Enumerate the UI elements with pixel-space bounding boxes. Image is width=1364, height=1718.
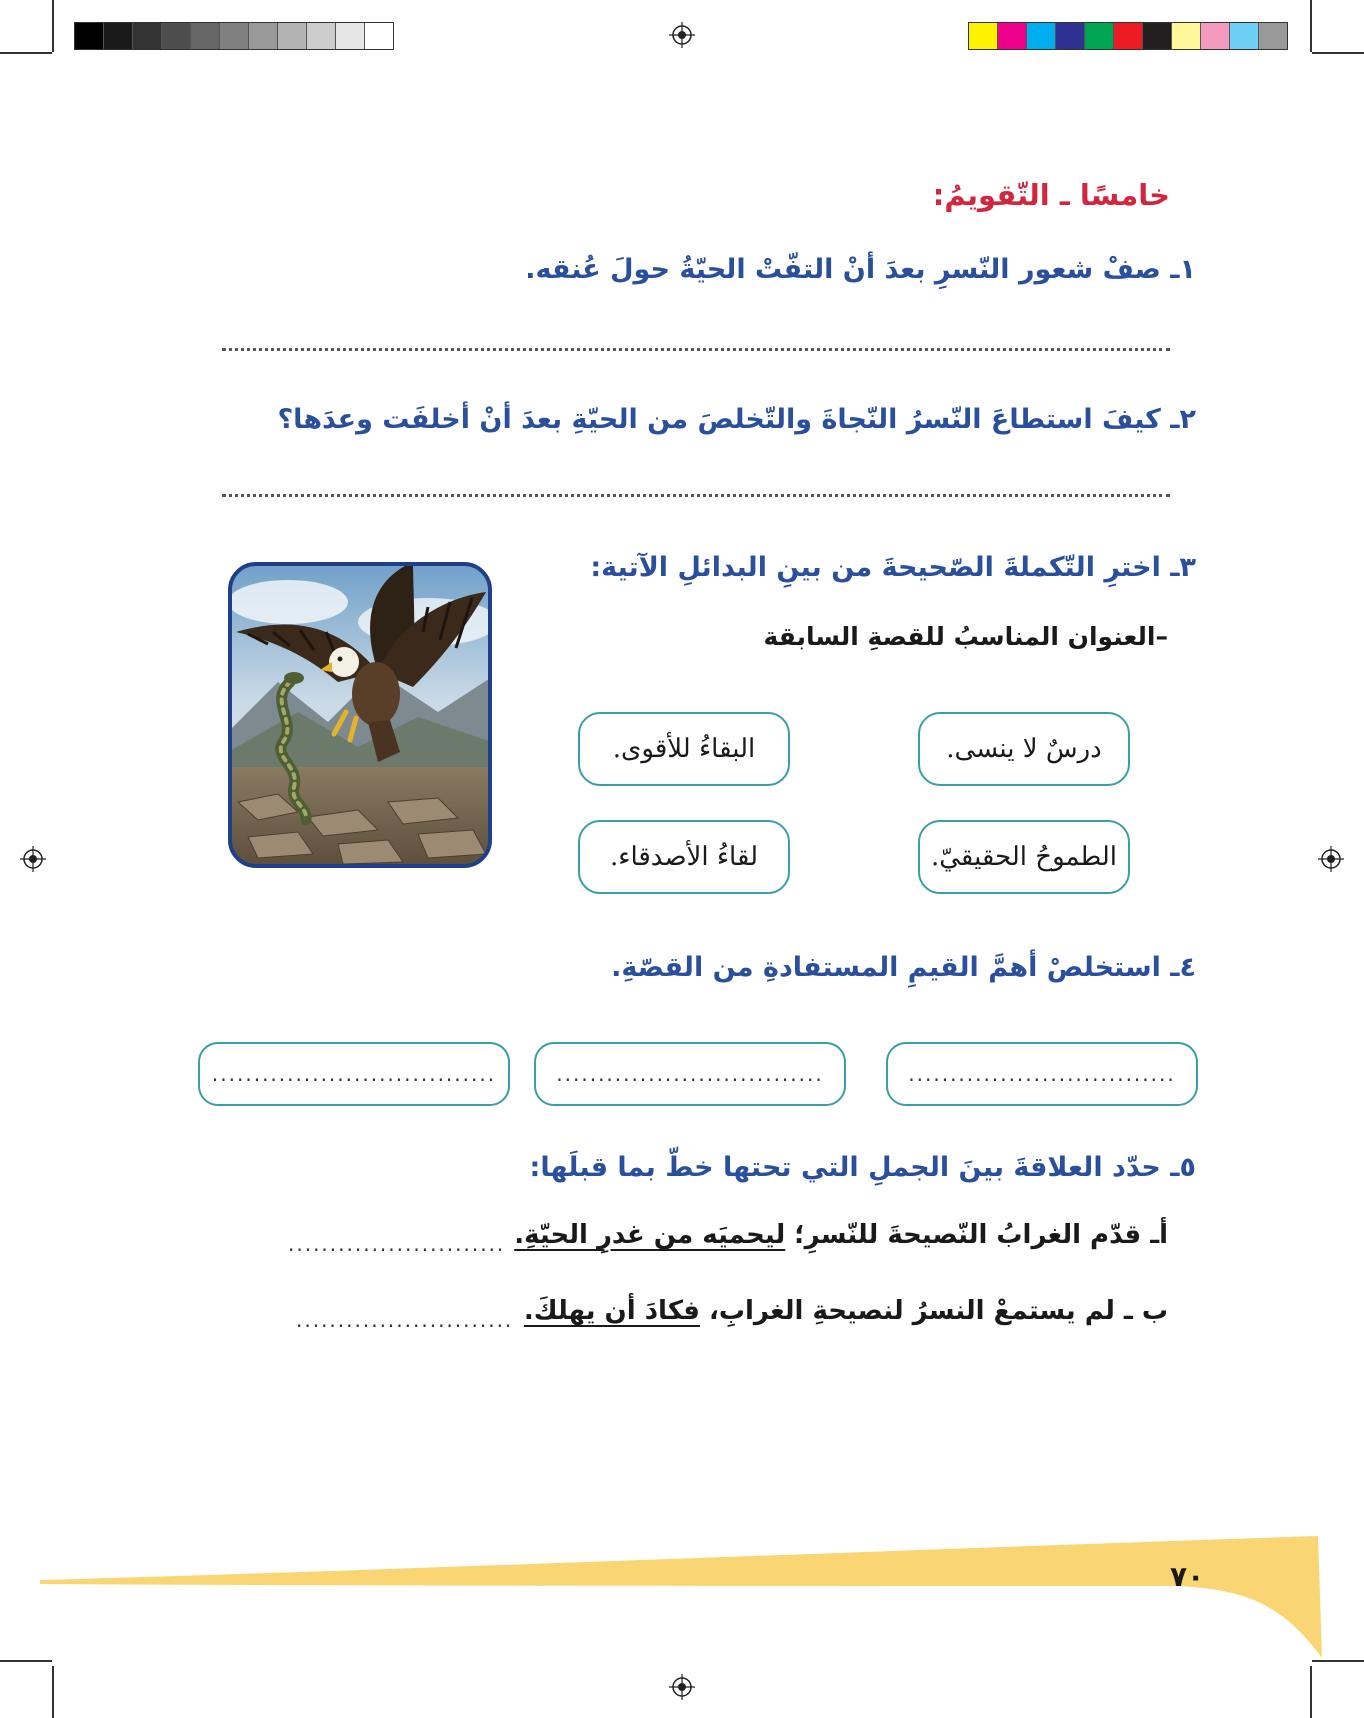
crop-mark: [52, 1666, 54, 1718]
choice-option-4[interactable]: لقاءُ الأصدقاء.: [578, 820, 790, 894]
question-2: ٢ـ كيفَ استطاعَ النّسرُ النّجاةَ والتّخلصَ من الحيّةِ بعدَ أنْ أخلفَت وعدَها؟: [277, 404, 1196, 435]
page-number: ٧٠: [1170, 1560, 1205, 1593]
relation-answer-a[interactable]: ..........................: [288, 1232, 506, 1256]
question-4: ٤ـ استخلصْ أهمَّ القيمِ المستفادةِ من القصّةِ.: [611, 952, 1196, 983]
choice-option-1[interactable]: درسٌ لا ينسى.: [918, 712, 1130, 786]
crop-mark: [1310, 1666, 1312, 1718]
relation-sentence-b: [524, 1296, 1168, 1326]
section-title: خامسًا ـ التّقويمُ:: [932, 178, 1170, 212]
choice-option-2[interactable]: البقاءُ للأقوى.: [578, 712, 790, 786]
crop-mark: [0, 52, 52, 54]
crop-mark: [1310, 0, 1312, 52]
grayscale-bar: [74, 22, 394, 50]
answer-line-2[interactable]: [222, 494, 1170, 497]
question-1: ١ـ صفْ شعور النّسرِ بعدَ أنْ التفّتْ الحيّةُ حولَ عُنقه.: [525, 254, 1196, 285]
question-3: ٣ـ اخترِ التّكملةَ الصّحيحةَ من بينِ البدائلِ الآتية:: [590, 552, 1196, 583]
footer-swoosh: [0, 1530, 1364, 1670]
registration-mark-icon: [669, 22, 695, 48]
sentence-b-text: ب ـ لم يستمعْ النسرُ لنصيحةِ الغرابِ،: [699, 1296, 1168, 1326]
value-answer-box-3[interactable]: ..................................: [198, 1042, 510, 1106]
relation-answer-b[interactable]: ..........................: [296, 1308, 514, 1332]
registration-mark-icon: [20, 846, 46, 872]
relation-sentence-a: [514, 1220, 1168, 1250]
question-5: ٥ـ حدّد العلاقةَ بينَ الجملِ التي تحتها خطّ بما قبلَها:: [529, 1152, 1196, 1183]
registration-mark-icon: [669, 1674, 695, 1700]
value-answer-box-2[interactable]: ................................: [534, 1042, 846, 1106]
registration-mark-icon: [1318, 846, 1344, 872]
sentence-a-underlined: ليحميَه من غدرِ الحيّةِ.: [514, 1220, 786, 1250]
answer-line-1[interactable]: [222, 348, 1170, 351]
question-3-prompt: –العنوان المناسبُ للقصةِ السابقة: [763, 622, 1168, 651]
choice-option-3[interactable]: الطموحُ الحقيقيّ.: [918, 820, 1130, 894]
crop-mark: [1312, 52, 1364, 54]
crop-mark: [52, 0, 54, 52]
sentence-b-underlined: فكادَ أن يهلكَ.: [523, 1296, 700, 1326]
color-bar: [968, 22, 1288, 50]
value-answer-box-1[interactable]: ................................: [886, 1042, 1198, 1106]
eagle-snake-illustration: [228, 562, 492, 868]
sentence-a-text: أـ قدّم الغرابُ النّصيحةَ للنّسرِ؛: [785, 1220, 1168, 1250]
